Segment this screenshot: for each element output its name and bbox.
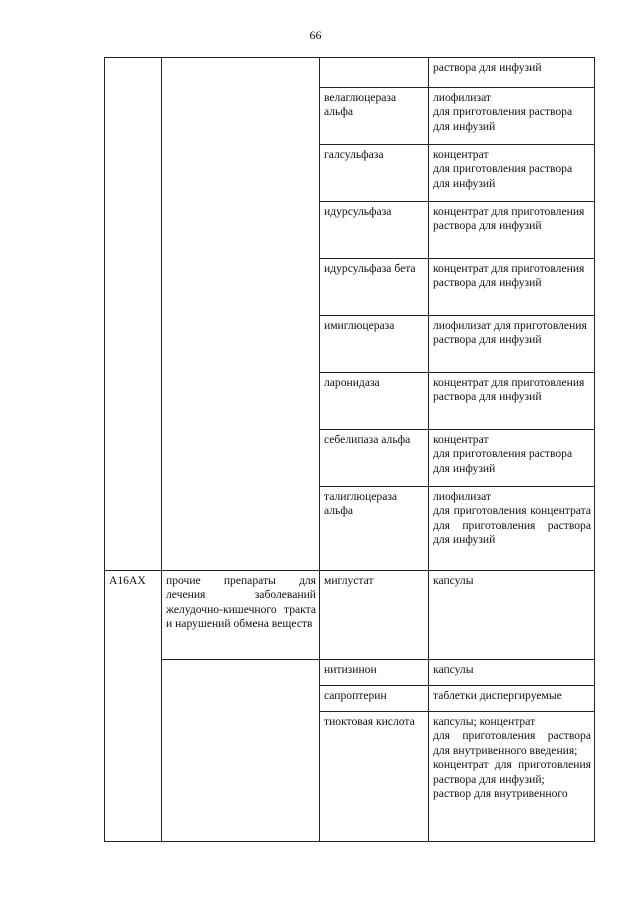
drug-name: ларонидаза: [320, 373, 429, 430]
drug-name: талиглюцераза альфа: [320, 487, 429, 571]
drug-table: [104, 57, 595, 842]
drug-name: велаглюцераза альфа: [320, 88, 429, 145]
dosage-form: лиофилизат для приготовления раствора для инфузий: [429, 88, 595, 145]
dosage-form: концентрат для приготовления раствора для инфузий: [429, 202, 595, 259]
code-cell: [105, 58, 162, 571]
drug-name: сапроптерин: [320, 686, 429, 712]
drug-name: миглустат: [320, 571, 429, 660]
dosage-form: таблетки диспергируемые: [429, 686, 595, 712]
page-number: 66: [309, 28, 322, 42]
drug-name: тиоктовая кислота: [320, 712, 429, 842]
group-description: прочие препараты для лечения заболеваний желудочно-кишечного тракта и нарушений обмена веществ: [162, 571, 320, 660]
table-row: [105, 571, 595, 660]
drug-name: себелипаза альфа: [320, 430, 429, 487]
table-row: [105, 660, 595, 686]
dosage-form: капсулы: [429, 571, 595, 660]
dosage-form: концентрат для приготовления раствора для инфузий: [429, 259, 595, 316]
group-cell: [162, 58, 320, 571]
dosage-form: концентрат для приготовления раствора для инфузий: [429, 373, 595, 430]
dosage-form: лиофилизат для приготовления раствора для инфузий: [429, 316, 595, 373]
dosage-form: концентрат для приготовления раствора для инфузий: [429, 430, 595, 487]
drug-name: идурсульфаза бета: [320, 259, 429, 316]
atc-code: A16AX: [105, 571, 162, 842]
drug-name: имиглюцераза: [320, 316, 429, 373]
drug-name: галсульфаза: [320, 145, 429, 202]
table-row: [105, 58, 595, 88]
dosage-form: лиофилизат для приготовления концентрата для приготовления раствора для инфузий: [429, 487, 595, 571]
drug-name: идурсульфаза: [320, 202, 429, 259]
drug-name: [320, 58, 429, 88]
dosage-form: капсулы: [429, 660, 595, 686]
dosage-form: капсулы; концентрат для приготовления раствора для внутривенного введения; концентрат для приготовления раствора для инфузий; раствор для внутривенного: [429, 712, 595, 842]
drug-name: нитизинон: [320, 660, 429, 686]
dosage-form: концентрат для приготовления раствора для инфузий: [429, 145, 595, 202]
dosage-form: раствора для инфузий: [429, 58, 595, 88]
group-cell: [162, 660, 320, 842]
